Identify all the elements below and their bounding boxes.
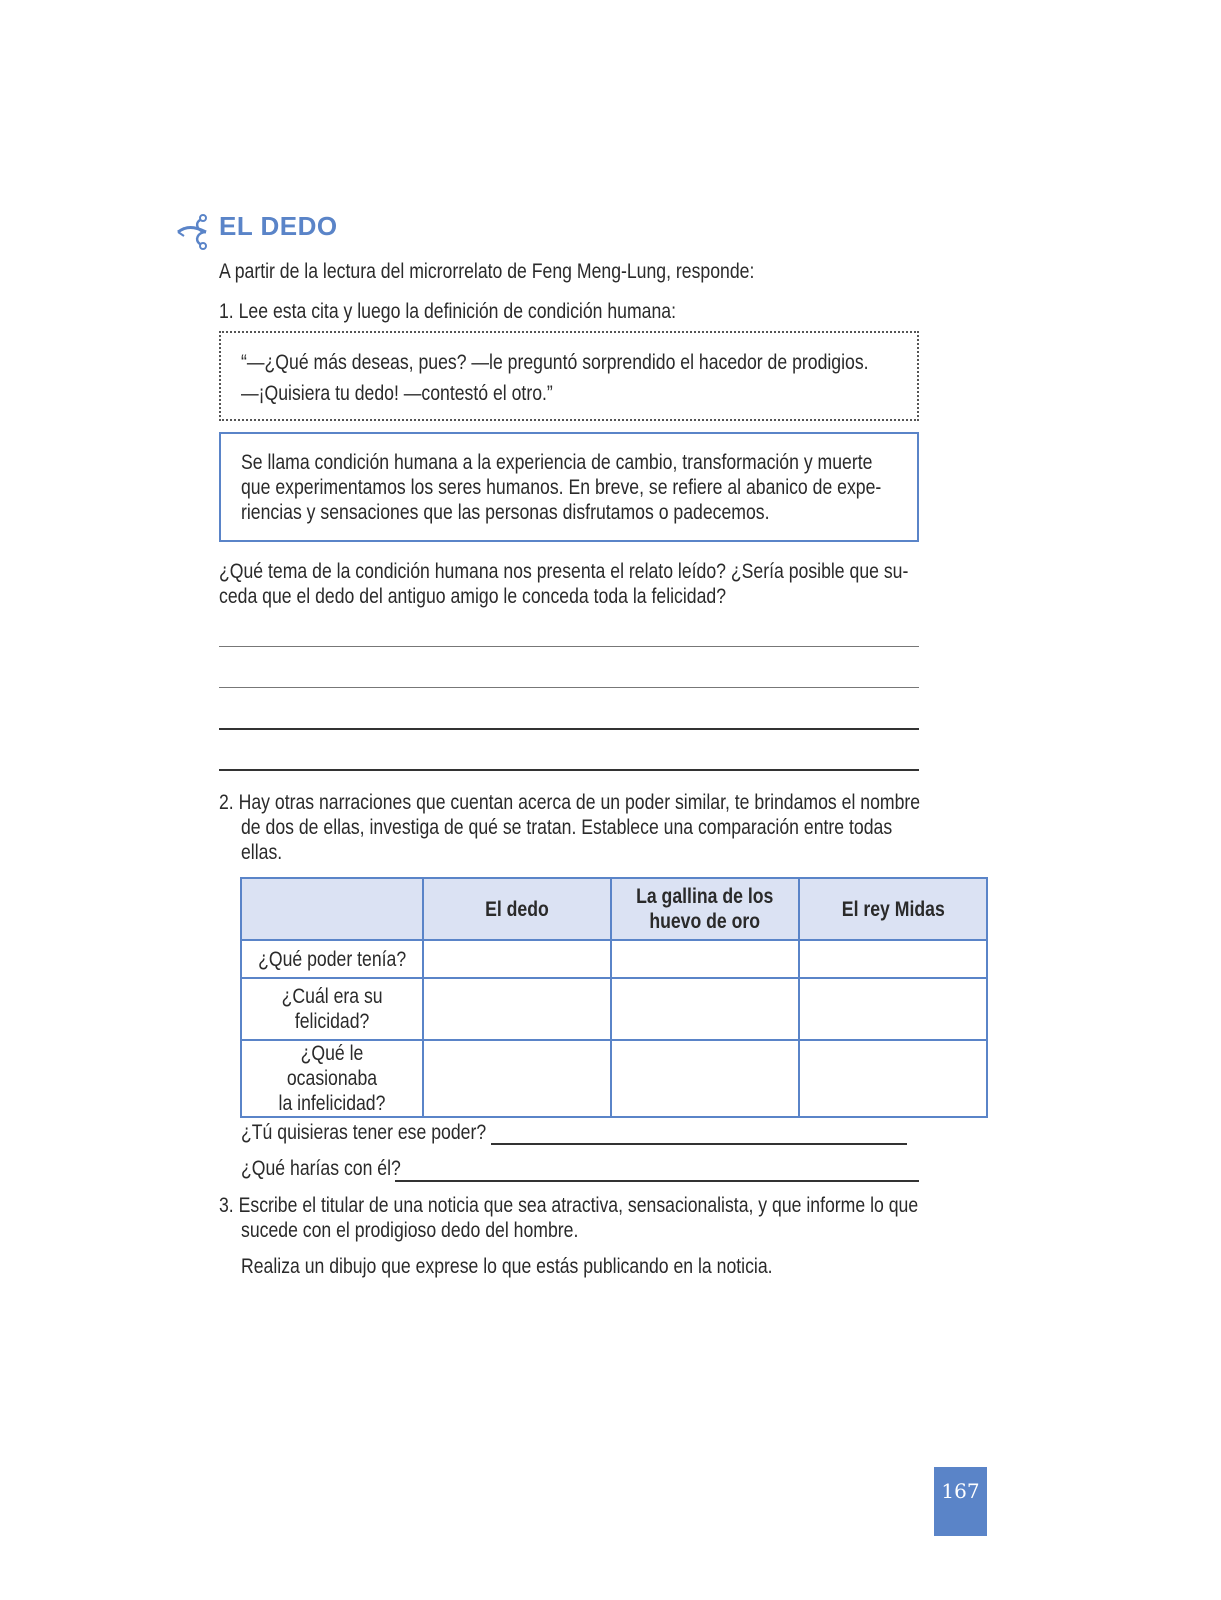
- table-header-gallina: La gallina de los huevo de oro: [611, 878, 799, 940]
- answer-cell[interactable]: [611, 940, 799, 978]
- question-3-prompt: sucede con el prodigioso dedo del hombre.: [241, 1219, 579, 1242]
- question-3-instruction: Realiza un dibujo que exprese lo que estás publicando en la noticia.: [241, 1255, 773, 1278]
- section-title: EL DEDO: [219, 211, 338, 241]
- answer-cell[interactable]: [423, 978, 611, 1040]
- table-header-row: [241, 878, 987, 940]
- row-label: ¿Qué le ocasionaba la infelicidad?: [241, 1040, 423, 1117]
- answer-cell[interactable]: [799, 940, 987, 978]
- followup-question-1: ¿Tú quisieras tener ese poder?: [241, 1121, 487, 1144]
- definition-line: que experimentamos los seres humanos. En breve, se refiere al abanico de expe-: [241, 476, 882, 499]
- definition-line: Se llama condición humana a la experiencia de cambio, transformación y muerte: [241, 451, 873, 474]
- quote-line: —¡Quisiera tu dedo! —contestó el otro.”: [241, 382, 553, 405]
- question-1-text: ¿Qué tema de la condición humana nos presenta el relato leído? ¿Sería posible que su-: [219, 560, 909, 583]
- quote-box: [219, 331, 919, 421]
- answer-line[interactable]: [219, 728, 919, 730]
- table-header-el-dedo: El dedo: [423, 878, 611, 940]
- answer-cell[interactable]: [799, 1040, 987, 1117]
- table-row: [241, 978, 987, 1040]
- answer-cell[interactable]: [611, 1040, 799, 1117]
- comparison-table: [240, 877, 988, 1118]
- table-header-rey-midas: El rey Midas: [799, 878, 987, 940]
- answer-cell[interactable]: [423, 1040, 611, 1117]
- answer-line[interactable]: [219, 769, 919, 771]
- question-2-prompt: 2. Hay otras narraciones que cuentan acerca de un poder similar, te brindamos el nombre: [219, 791, 921, 814]
- question-1-prompt: 1. Lee esta cita y luego la definición de condición humana:: [219, 300, 676, 323]
- page-number: 167: [941, 1479, 980, 1503]
- row-label: ¿Cuál era su felicidad?: [241, 978, 423, 1040]
- answer-cell[interactable]: [611, 978, 799, 1040]
- answer-cell[interactable]: [799, 978, 987, 1040]
- answer-line[interactable]: [219, 687, 919, 688]
- fleur-ornament-icon: [176, 214, 212, 250]
- question-3-prompt: 3. Escribe el titular de una noticia que sea atractiva, sensacionalista, y que informe lo que: [219, 1194, 919, 1217]
- answer-line[interactable]: [219, 646, 919, 647]
- question-2-prompt: de dos de ellas, investiga de qué se tratan. Establece una comparación entre todas: [241, 816, 893, 839]
- answer-cell[interactable]: [423, 940, 611, 978]
- table-header-empty: [241, 878, 423, 940]
- question-2-prompt: ellas.: [241, 841, 283, 864]
- quote-line: “—¿Qué más deseas, pues? —le preguntó sorprendido el hacedor de prodigios.: [241, 351, 869, 374]
- intro-text: A partir de la lectura del microrrelato de Feng Meng-Lung, responde:: [219, 260, 755, 283]
- row-label: ¿Qué poder tenía?: [241, 940, 423, 978]
- answer-line[interactable]: [395, 1180, 919, 1182]
- followup-question-2: ¿Qué harías con él?: [241, 1157, 401, 1180]
- table-row: [241, 940, 987, 978]
- definition-line: riencias y sensaciones que las personas disfrutamos o padecemos.: [241, 501, 770, 524]
- question-1-text: ceda que el dedo del antiguo amigo le conceda toda la felicidad?: [219, 585, 727, 608]
- answer-line[interactable]: [491, 1143, 907, 1145]
- table-row: [241, 1040, 987, 1117]
